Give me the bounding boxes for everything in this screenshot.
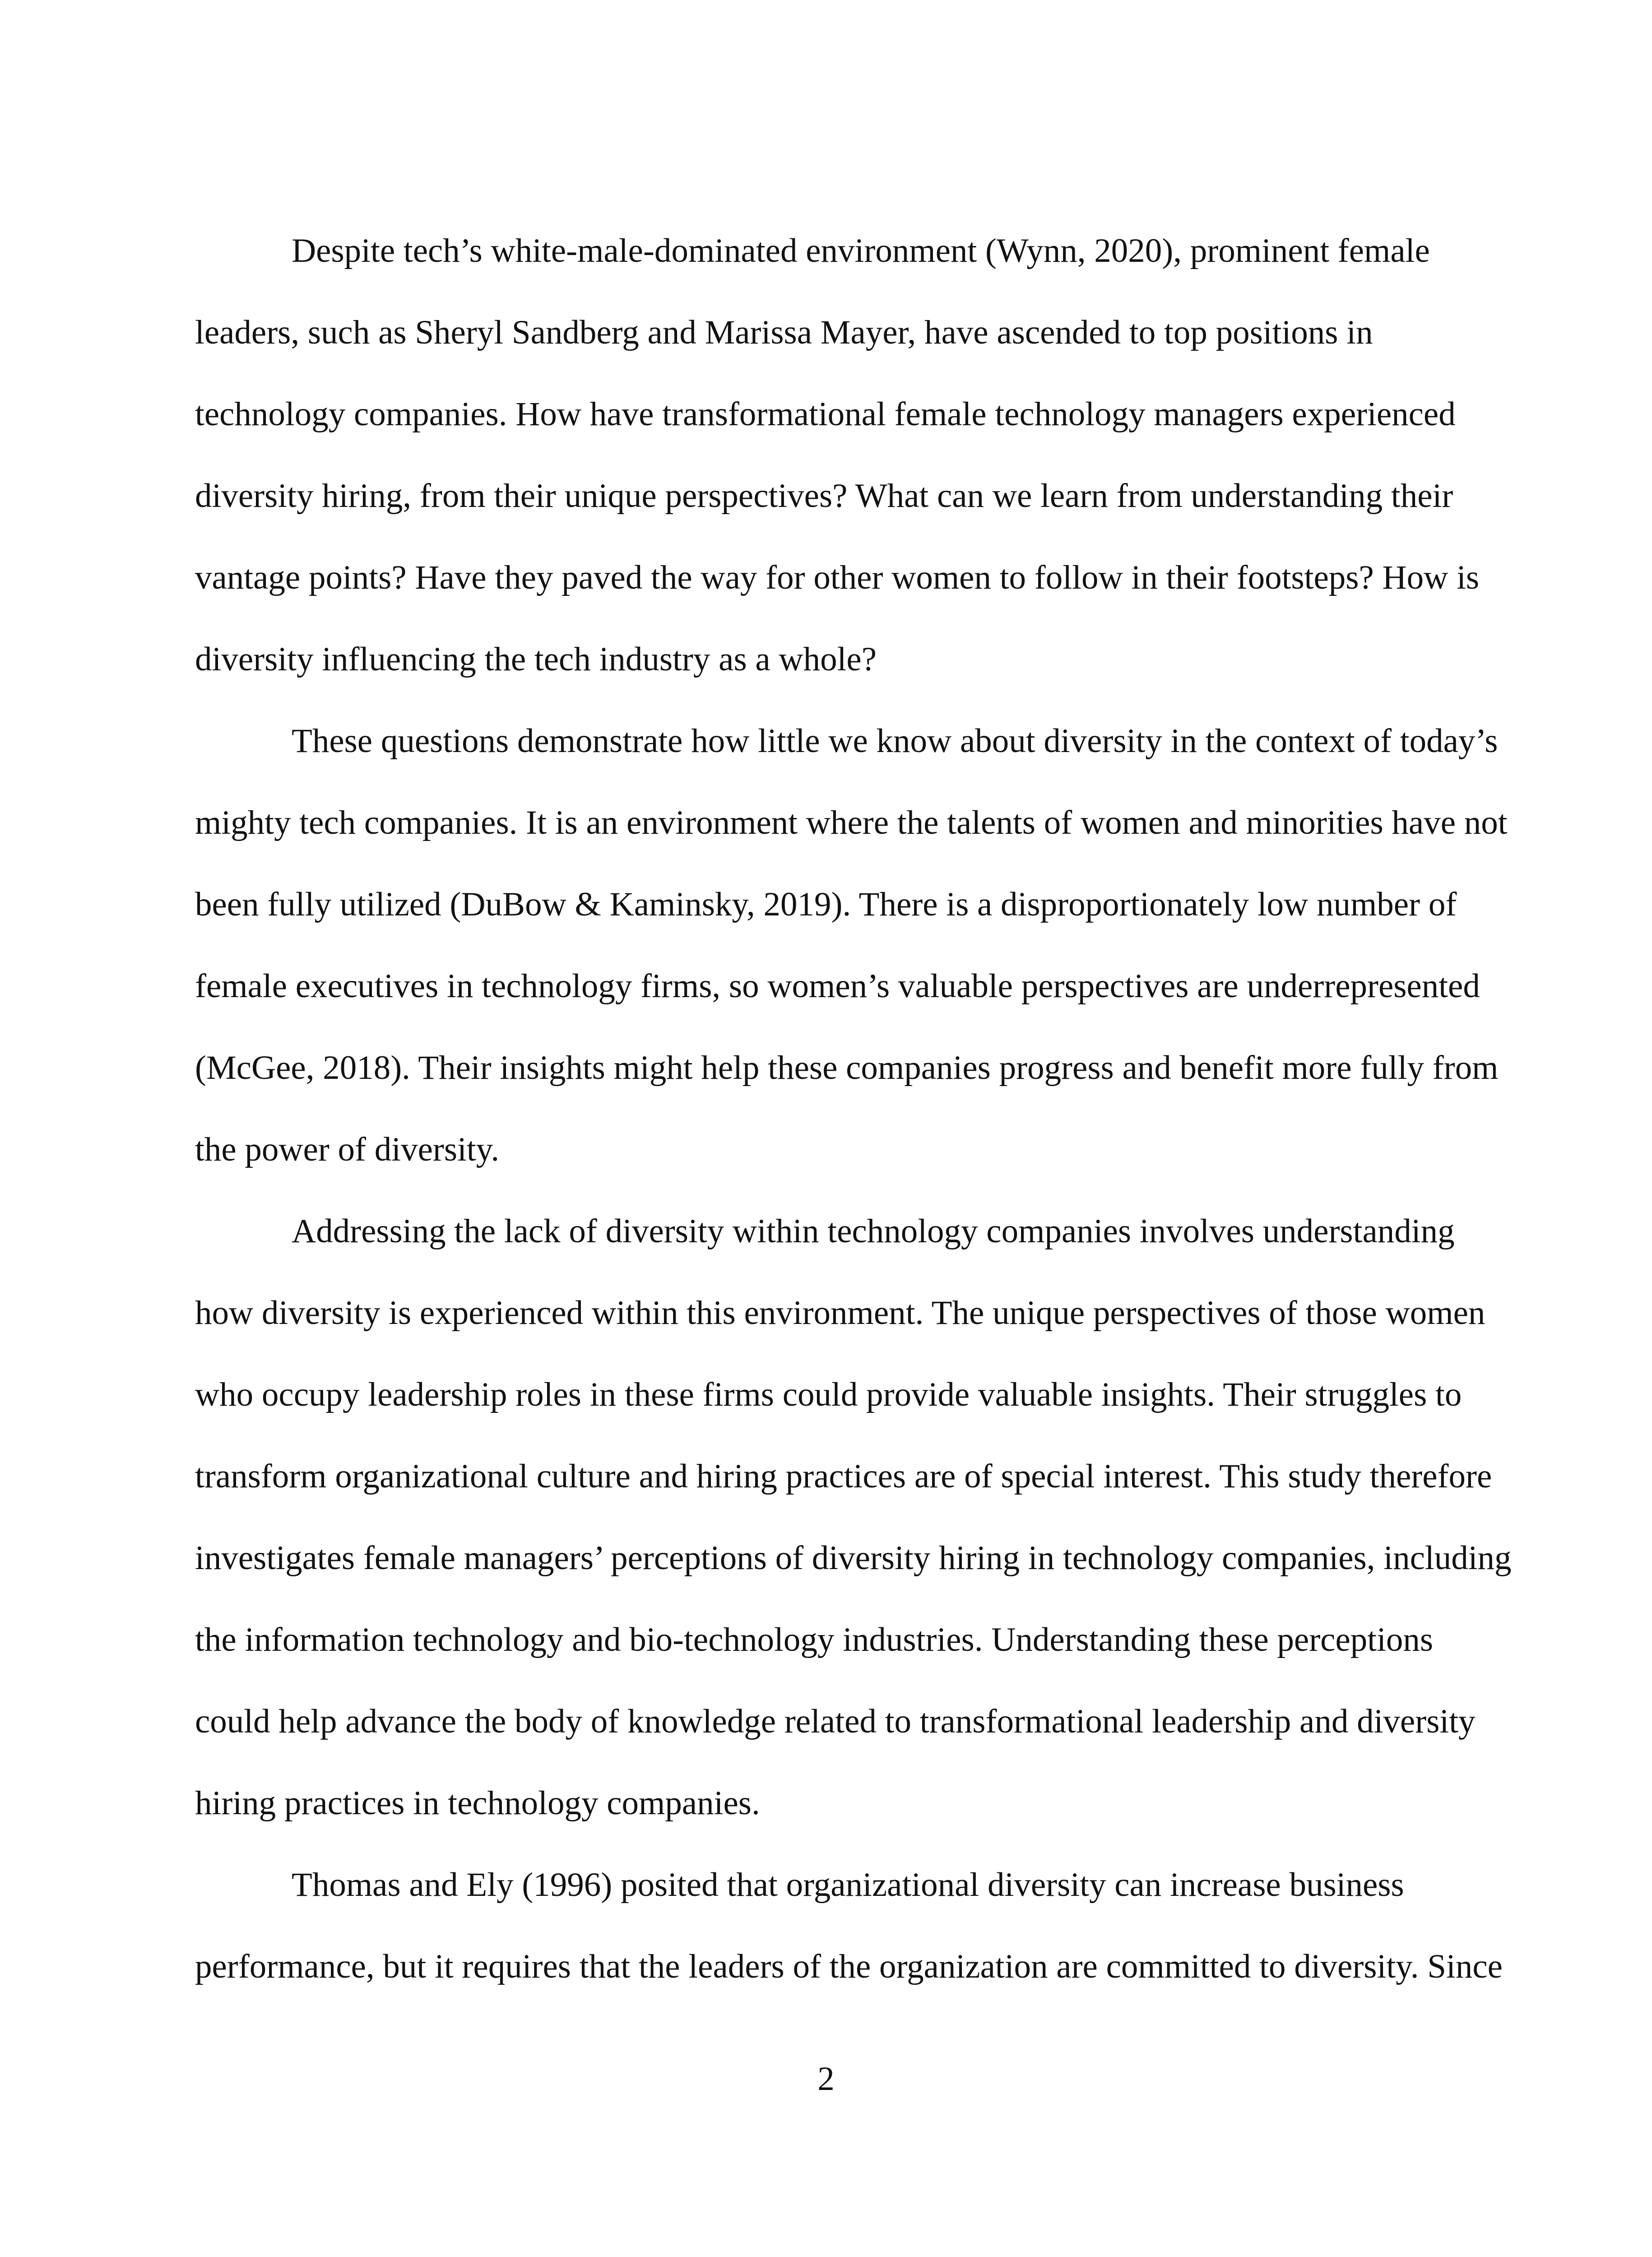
paragraph-2-line-1: These questions demonstrate how little we know about diversity in the context of today’s (292, 722, 1498, 760)
paragraph-2-line-3: been fully utilized (DuBow & Kaminsky, 2019). There is a disproportionately low number of (195, 886, 1457, 923)
paragraph-3-line-3: who occupy leadership roles in these firms could provide valuable insights. Their struggles to (195, 1376, 1462, 1413)
paragraph-3-line-1: Addressing the lack of diversity within technology companies involves understanding (292, 1212, 1455, 1250)
paragraph-3-line-8: hiring practices in technology companies. (195, 1784, 760, 1822)
page-number: 2 (817, 2060, 835, 2098)
paragraph-3-line-2: how diversity is experienced within this environment. The unique perspectives of those women (195, 1294, 1485, 1332)
paragraph-3-line-7: could help advance the body of knowledge related to transformational leadership and diversity (195, 1703, 1476, 1740)
paragraph-1-line-4: diversity hiring, from their unique perspectives? What can we learn from understanding their (195, 477, 1453, 515)
paragraph-4-line-1: Thomas and Ely (1996) posited that organizational diversity can increase business (292, 1866, 1404, 1904)
paragraph-1-line-5: vantage points? Have they paved the way for other women to follow in their footsteps? How is (195, 559, 1480, 596)
paragraph-1-line-1: Despite tech’s white-male-dominated environment (Wynn, 2020), prominent female (292, 232, 1430, 269)
paragraph-3-line-5: investigates female managers’ perceptions of diversity hiring in technology companies, including (195, 1539, 1512, 1577)
paragraph-1-line-3: technology companies. How have transformational female technology managers experienced (195, 395, 1456, 433)
body-text (195, 210, 1512, 2007)
paragraph-2-line-2: mighty tech companies. It is an environment where the talents of women and minorities have not (195, 804, 1508, 841)
paragraph-4-line-2: performance, but it requires that the leaders of the organization are committed to diversity. Since (195, 1948, 1503, 1985)
paragraph-2-line-5: (McGee, 2018). Their insights might help these companies progress and benefit more fully from (195, 1049, 1499, 1087)
paragraph-3-line-6: the information technology and bio-technology industries. Understanding these perceptions (195, 1621, 1434, 1658)
paragraph-2-line-4: female executives in technology firms, so women’s valuable perspectives are underrepresented (195, 967, 1480, 1005)
paragraph-3-line-4: transform organizational culture and hiring practices are of special interest. This study therefore (195, 1458, 1492, 1495)
paragraph-1-line-2: leaders, such as Sheryl Sandberg and Marissa Mayer, have ascended to top positions in (195, 314, 1373, 351)
paragraph-1-line-6: diversity influencing the tech industry as a whole? (195, 641, 877, 678)
paragraph-2-line-6: the power of diversity. (195, 1131, 500, 1168)
